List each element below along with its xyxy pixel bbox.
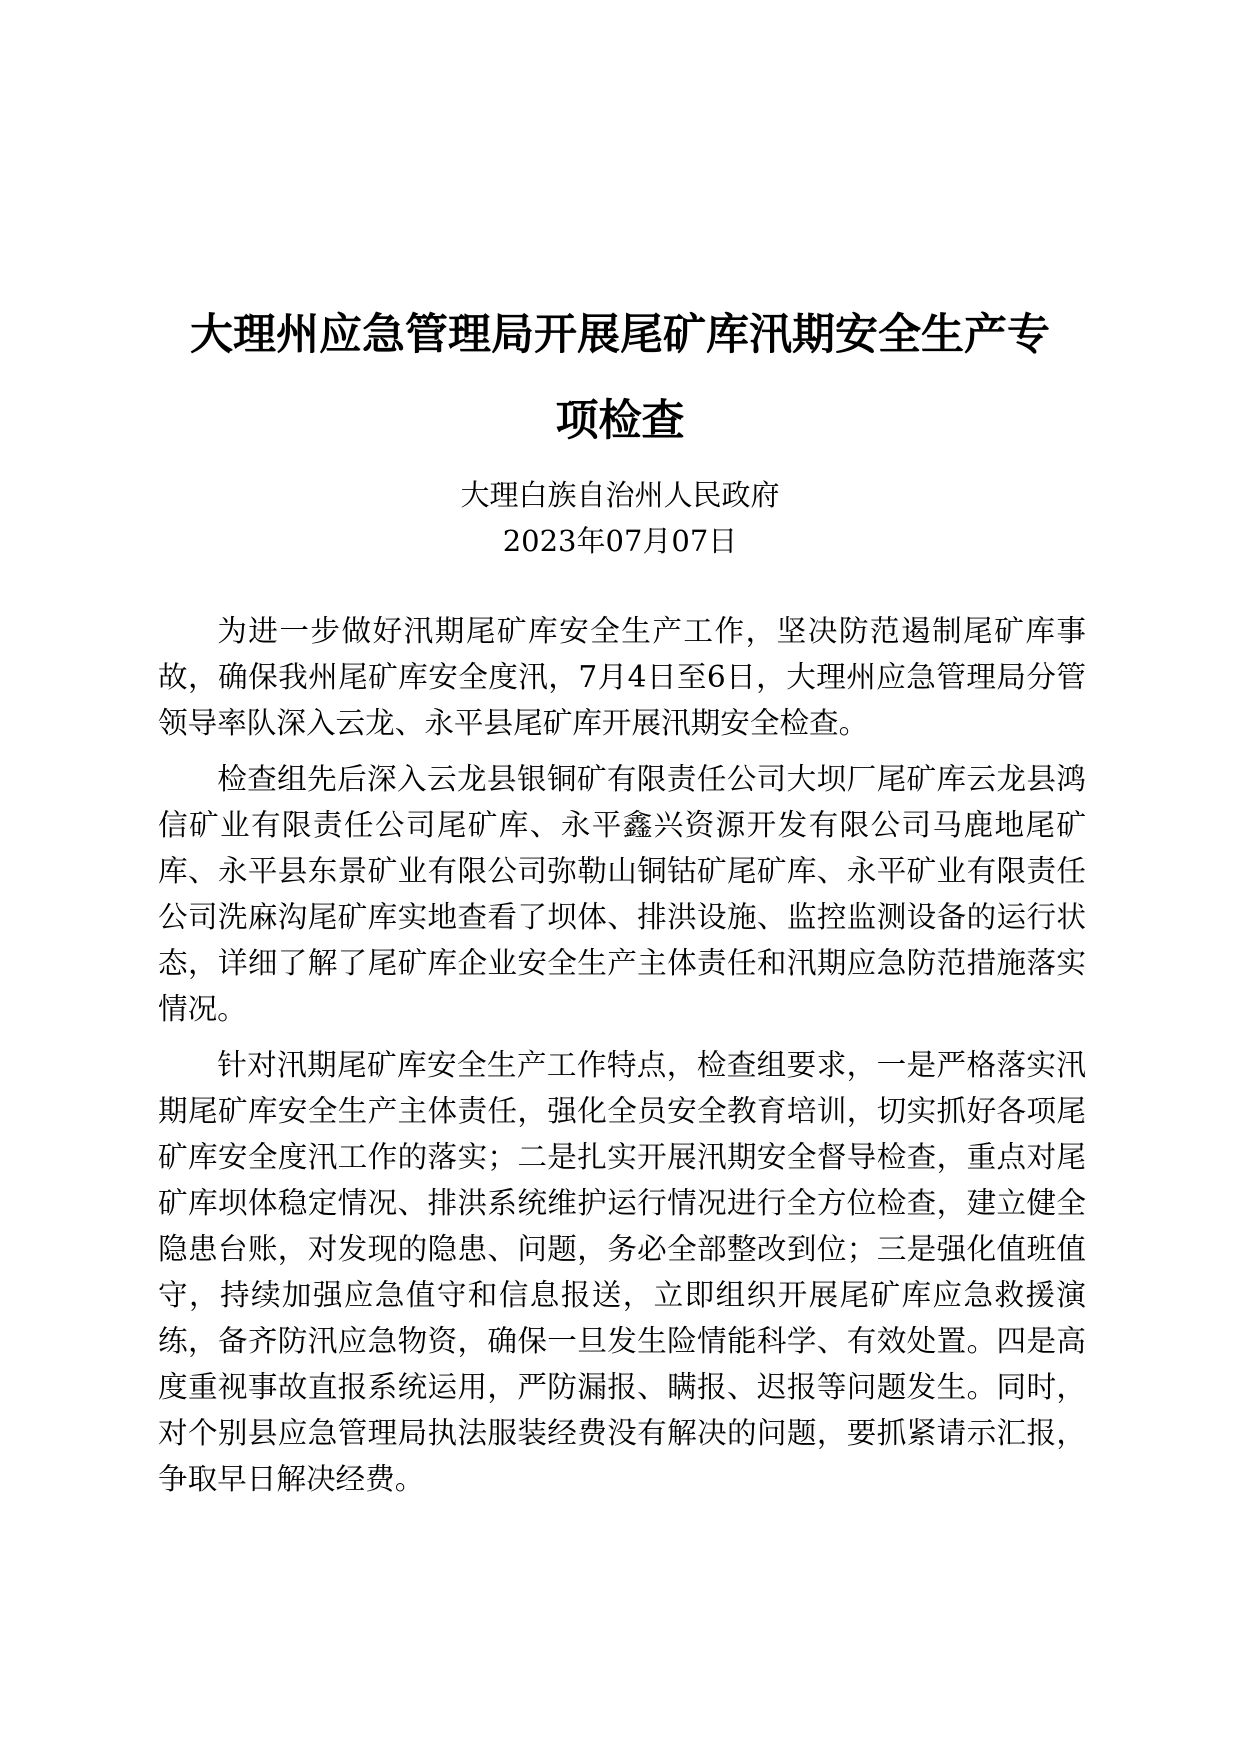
document-body (158, 608, 1086, 1512)
body-paragraph-1: 为进一步做好汛期尾矿库安全生产工作，坚决防范遏制尾矿库事故，确保我州尾矿库安全度汛，7月4日至6日，大理州应急管理局分管领导率队深入云龙、永平县尾矿库开展汛期安全检查。 (158, 614, 1086, 740)
body-paragraph-3: 针对汛期尾矿库安全生产工作特点，检查组要求，一是严格落实汛期尾矿库安全生产主体责任，强化全员安全教育培训，切实抓好各项尾矿库安全度汛工作的落实；二是扎实开展汛期安全督导检查，重点对尾矿库坝体稳定情况、排洪系统维护运行情况进行全方位检查，建立健全隐患台账，对发现的隐患、问题，务必全部整改到位；三是强化值班值守，持续加强应急值守和信息报送，立即组织开展尾矿库应急救援演练，备齐防汛应急物资，确保一旦发生险情能科学、有效处置。四是高度重视事故直报系统运用，严防漏报、瞒报、迟报等问题发生。同时，对个别县应急管理局执法服装经费没有解决的问题，要抓紧请示汇报，争取早日解决经费。 (158, 1048, 1086, 1496)
document-date: 2023年07月07日 (502, 524, 738, 558)
document-title-line-1: 大理州应急管理局开展尾矿库汛期安全生产专 (190, 310, 1050, 360)
document-source: 大理白族自治州人民政府 (460, 478, 780, 512)
document-title-line-2: 项检查 (555, 396, 685, 446)
document-title (150, 292, 1090, 464)
document-meta (150, 472, 1090, 564)
body-paragraph-2: 检查组先后深入云龙县银铜矿有限责任公司大坝厂尾矿库云龙县鸿信矿业有限责任公司尾矿库、永平鑫兴资源开发有限公司马鹿地尾矿库、永平县东景矿业有限公司弥勒山铜钴矿尾矿库、永平矿业有限责任公司洗麻沟尾矿库实地查看了坝体、排洪设施、监控监测设备的运行状态，详细了解了尾矿库企业安全生产主体责任和汛期应急防范措施落实情况。 (158, 762, 1086, 1026)
